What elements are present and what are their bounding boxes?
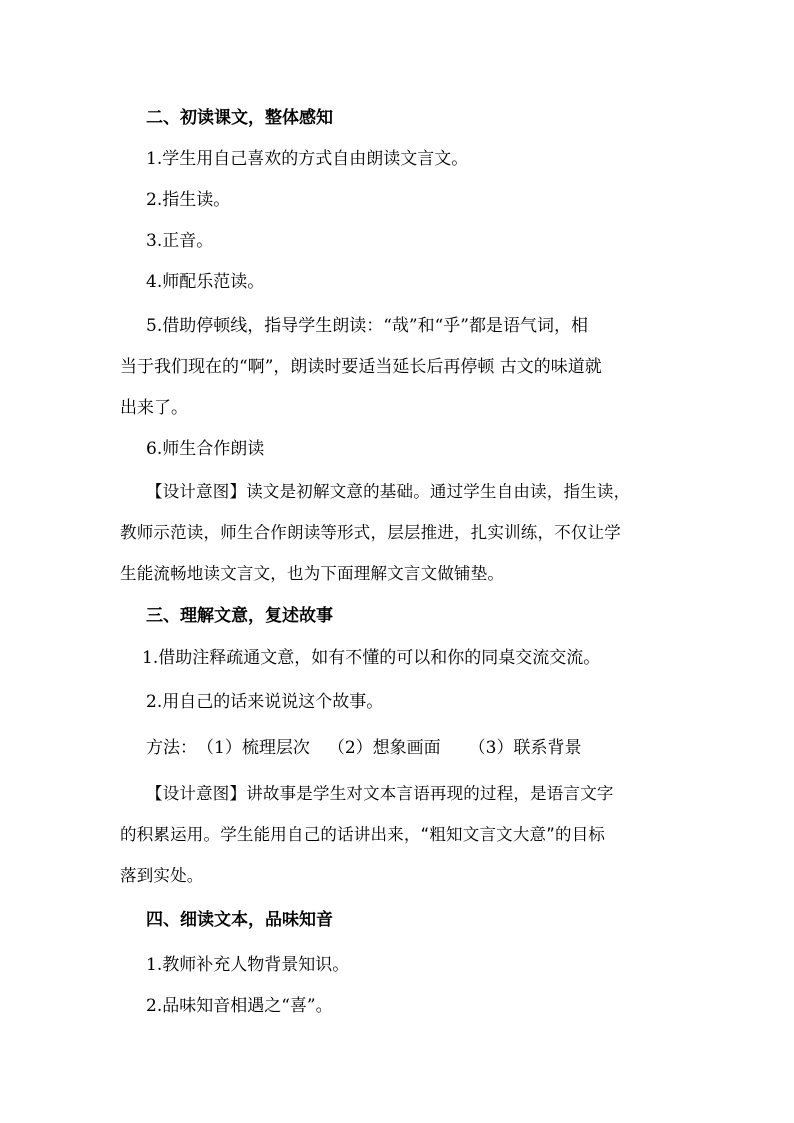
section4-item-1: 1.教师补充人物背景知识。: [146, 955, 350, 975]
method-3: （3）联系背景: [468, 738, 582, 758]
section2-item-5-line-3: 出来了。: [120, 398, 188, 418]
section2-note-line-1: 【设计意图】读文是初解文意的基础。通过学生自由读，指生读，: [146, 482, 631, 501]
section2-item-2: 2.指生读。: [146, 190, 231, 210]
method-1: （1）梳理层次: [197, 738, 310, 758]
section2-note-line-2: 教师示范读，师生合作朗读等形式，层层推进，扎实训练，不仅让学: [120, 523, 621, 542]
section3-note-line-3: 落到实处。: [120, 866, 204, 885]
section3-methods: [146, 737, 706, 759]
section2-item-1: 1.学生用自己喜欢的方式自由朗读文言文。: [146, 149, 469, 169]
section3-note-line-1: 【设计意图】讲故事是学生对文本言语再现的过程，是语言文字: [146, 784, 614, 803]
section2-item-6: 6.师生合作朗读: [146, 439, 265, 459]
methods-label: 方法：: [146, 738, 197, 758]
section3-note-line-2: 的积累运用。学生能用自己的话讲出来，“粗知文言文大意”的目标: [120, 825, 606, 844]
section2-note-line-3: 生能流畅地读文言文，也为下面理解文言文做铺垫。: [120, 564, 505, 583]
section4-heading: 四、细读文本，品味知音: [146, 910, 333, 930]
section2-item-5-line-1: 5.借助停顿线，指导学生朗读：“哉”和“乎”都是语气词，相: [146, 316, 588, 336]
method-2: （2）想象画面: [327, 738, 441, 758]
section4-item-2: 2.品味知音相遇之“喜”。: [146, 996, 333, 1016]
section2-heading: 二、初读课文，整体感知: [146, 108, 333, 128]
section2-item-4: 4.师配乐范读。: [146, 272, 265, 292]
section3-item-2: 2.用自己的话来说说这个故事。: [146, 692, 384, 712]
section3-item-1: 1.借助注释疏通文意，如有不懂的可以和你的同桌交流交流。: [142, 648, 601, 668]
section2-item-5-line-2: 当于我们现在的“啊”，朗读时要适当延长后再停顿 古文的味道就: [120, 357, 602, 377]
section3-heading: 三、理解文意，复述故事: [146, 606, 333, 626]
section2-item-3: 3.正音。: [146, 231, 214, 251]
